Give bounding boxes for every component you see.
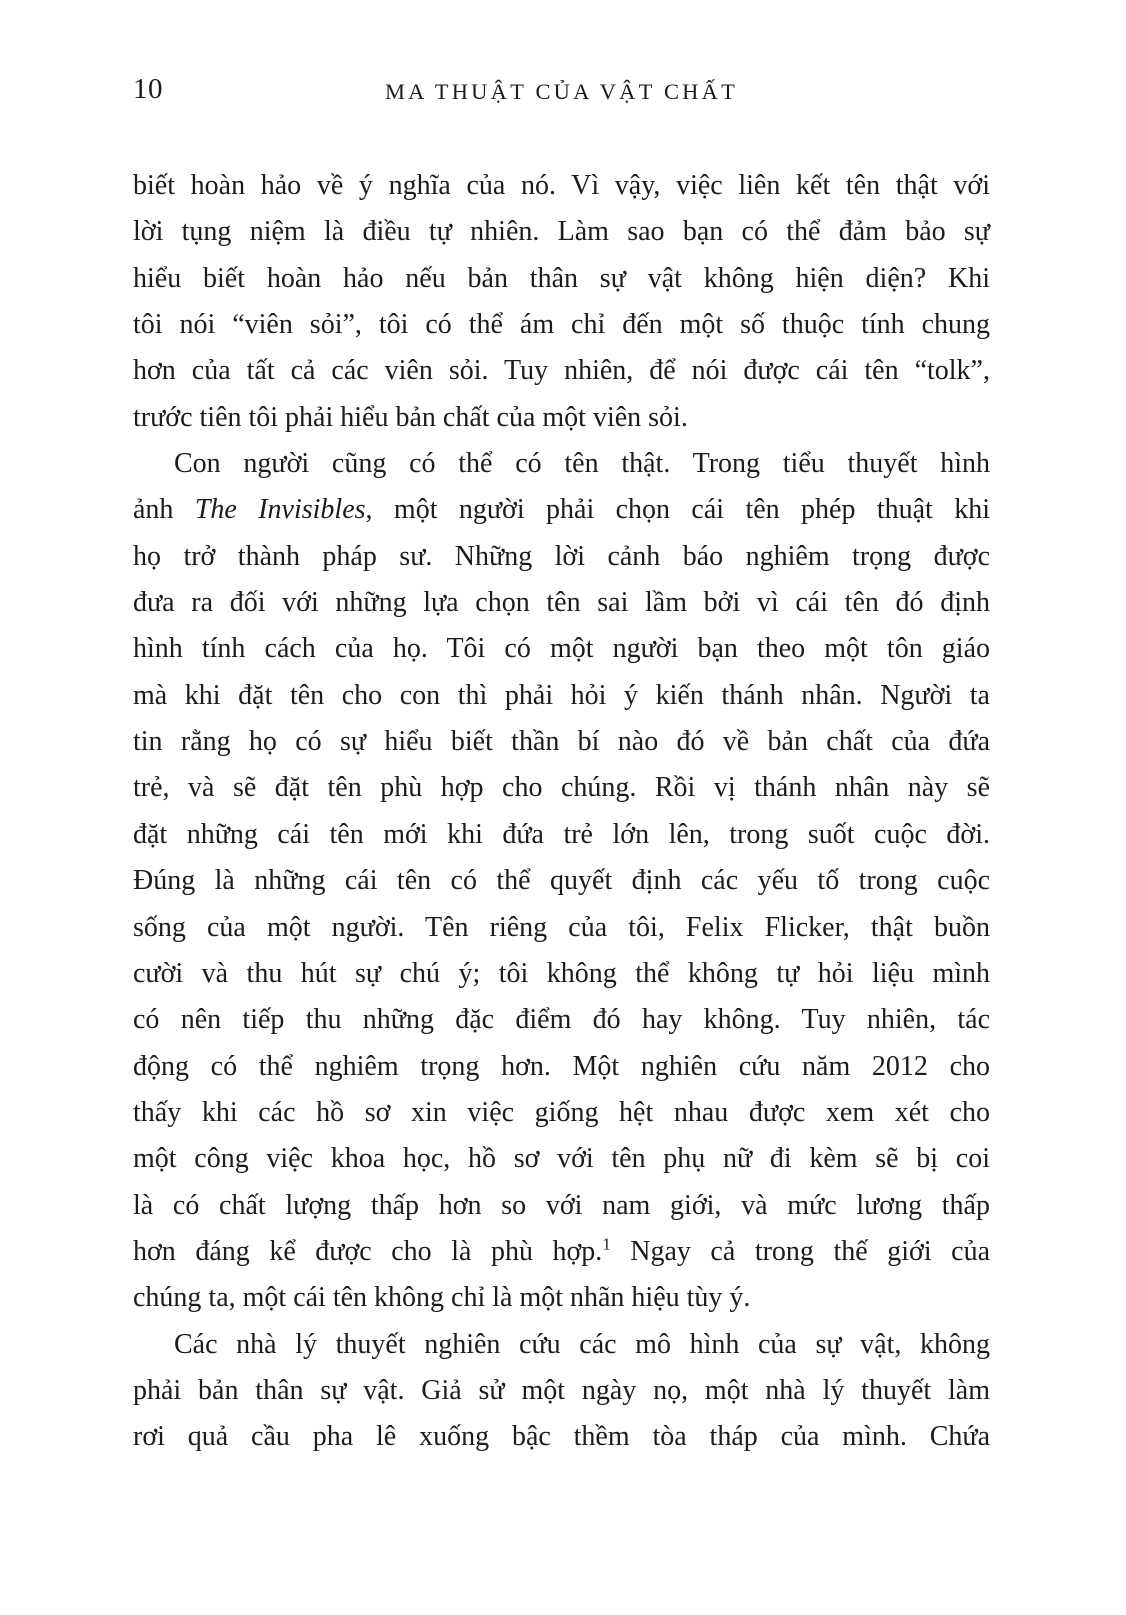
text-line xyxy=(133,163,990,209)
text-segment: họ trở thành pháp sư. Những lời cảnh báo nghiêm trọng được xyxy=(133,540,990,572)
text-segment: hơn đáng kể được cho là phù hợp. xyxy=(133,1235,603,1267)
text-segment: hiểu biết hoàn hảo nếu bản thân sự vật không hiện diện? Khi xyxy=(133,262,990,294)
text-segment: động có thể nghiêm trọng hơn. Một nghiên cứu năm 2012 cho xyxy=(133,1050,990,1082)
text-line xyxy=(133,1090,990,1136)
text-line xyxy=(133,1229,990,1275)
text-segment: đưa ra đối với những lựa chọn tên sai lầm bởi vì cái tên đó định xyxy=(133,587,990,619)
text-line xyxy=(133,1414,990,1460)
text-line xyxy=(133,765,990,811)
text-line xyxy=(133,1322,990,1368)
text-segment: một công việc khoa học, hồ sơ với tên phụ nữ đi kèm sẽ bị coi xyxy=(133,1143,990,1175)
text-segment: hơn của tất cả các viên sỏi. Tuy nhiên, để nói được cái tên “tolk”, xyxy=(133,355,990,387)
text-line xyxy=(133,209,990,255)
text-line xyxy=(133,395,990,441)
running-title: MA THUẬT CỦA VẬT CHẤT xyxy=(384,79,739,104)
text-segment: cười và thu hút sự chú ý; tôi không thể không tự hỏi liệu mình xyxy=(133,957,990,989)
text-line xyxy=(133,1368,990,1414)
text-segment: Đúng là những cái tên có thể quyết định các yếu tố trong cuộc xyxy=(133,865,990,897)
text-segment: trẻ, và sẽ đặt tên phù hợp cho chúng. Rồi vị thánh nhân này sẽ xyxy=(133,772,990,804)
text-line xyxy=(133,256,990,302)
page-number: 10 xyxy=(133,73,163,105)
text-line xyxy=(133,1136,990,1182)
text-segment: có nên tiếp thu những đặc điểm đó hay không. Tuy nhiên, tác xyxy=(133,1004,990,1036)
text-segment: tin rằng họ có sự hiểu biết thần bí nào đó về bản chất của đứa xyxy=(133,726,990,758)
text-line xyxy=(133,487,990,533)
text-line xyxy=(133,997,990,1043)
text-segment: , một người phải chọn cái tên phép thuật khi xyxy=(365,494,990,526)
text-line xyxy=(133,858,990,904)
text-line xyxy=(133,348,990,394)
text-line xyxy=(133,951,990,997)
text-segment: Con người cũng có thể có tên thật. Trong tiểu thuyết hình xyxy=(174,448,990,480)
text-line xyxy=(133,580,990,626)
text-line xyxy=(133,534,990,580)
text-segment: thấy khi các hồ sơ xin việc giống hệt nhau được xem xét cho xyxy=(133,1096,990,1128)
text-line xyxy=(133,1183,990,1229)
italic-text: The Invisibles xyxy=(194,494,366,526)
text-line xyxy=(133,441,990,487)
text-segment: trước tiên tôi phải hiểu bản chất của một viên sỏi. xyxy=(133,401,688,433)
text-segment: đặt những cái tên mới khi đứa trẻ lớn lên, trong suốt cuộc đời. xyxy=(133,818,990,850)
text-line xyxy=(133,626,990,672)
text-segment: phải bản thân sự vật. Giả sử một ngày nọ, một nhà lý thuyết làm xyxy=(133,1374,990,1406)
text-segment: Ngay cả trong thế giới của xyxy=(610,1235,990,1267)
text-segment: là có chất lượng thấp hơn so với nam giới, và mức lương thấp xyxy=(133,1189,990,1221)
text-segment: sống của một người. Tên riêng của tôi, Felix Flicker, thật buồn xyxy=(133,911,990,943)
text-line xyxy=(133,719,990,765)
text-line xyxy=(133,673,990,719)
text-segment: biết hoàn hảo về ý nghĩa của nó. Vì vậy, việc liên kết tên thật với xyxy=(133,170,990,201)
body-text xyxy=(133,163,990,1461)
text-line xyxy=(133,1275,990,1321)
text-segment: chúng ta, một cái tên không chỉ là một nhãn hiệu tùy ý. xyxy=(133,1282,751,1314)
text-segment: mà khi đặt tên cho con thì phải hỏi ý kiến thánh nhân. Người ta xyxy=(133,679,990,711)
text-segment: lời tụng niệm là điều tự nhiên. Làm sao bạn có thể đảm bảo sự xyxy=(133,216,990,248)
text-line xyxy=(133,905,990,951)
text-segment: Các nhà lý thuyết nghiên cứu các mô hình của sự vật, không xyxy=(174,1328,990,1360)
text-line xyxy=(133,302,990,348)
text-segment: tôi nói “viên sỏi”, tôi có thể ám chỉ đến một số thuộc tính chung xyxy=(133,309,990,341)
running-header xyxy=(133,70,990,112)
text-segment: hình tính cách của họ. Tôi có một người bạn theo một tôn giáo xyxy=(133,633,990,665)
text-segment: ảnh xyxy=(133,494,195,526)
text-segment: rơi quả cầu pha lê xuống bậc thềm tòa tháp của mình. Chứa xyxy=(133,1421,990,1453)
text-line xyxy=(133,812,990,858)
footnote-marker: 1 xyxy=(602,1234,611,1254)
text-line xyxy=(133,1044,990,1090)
